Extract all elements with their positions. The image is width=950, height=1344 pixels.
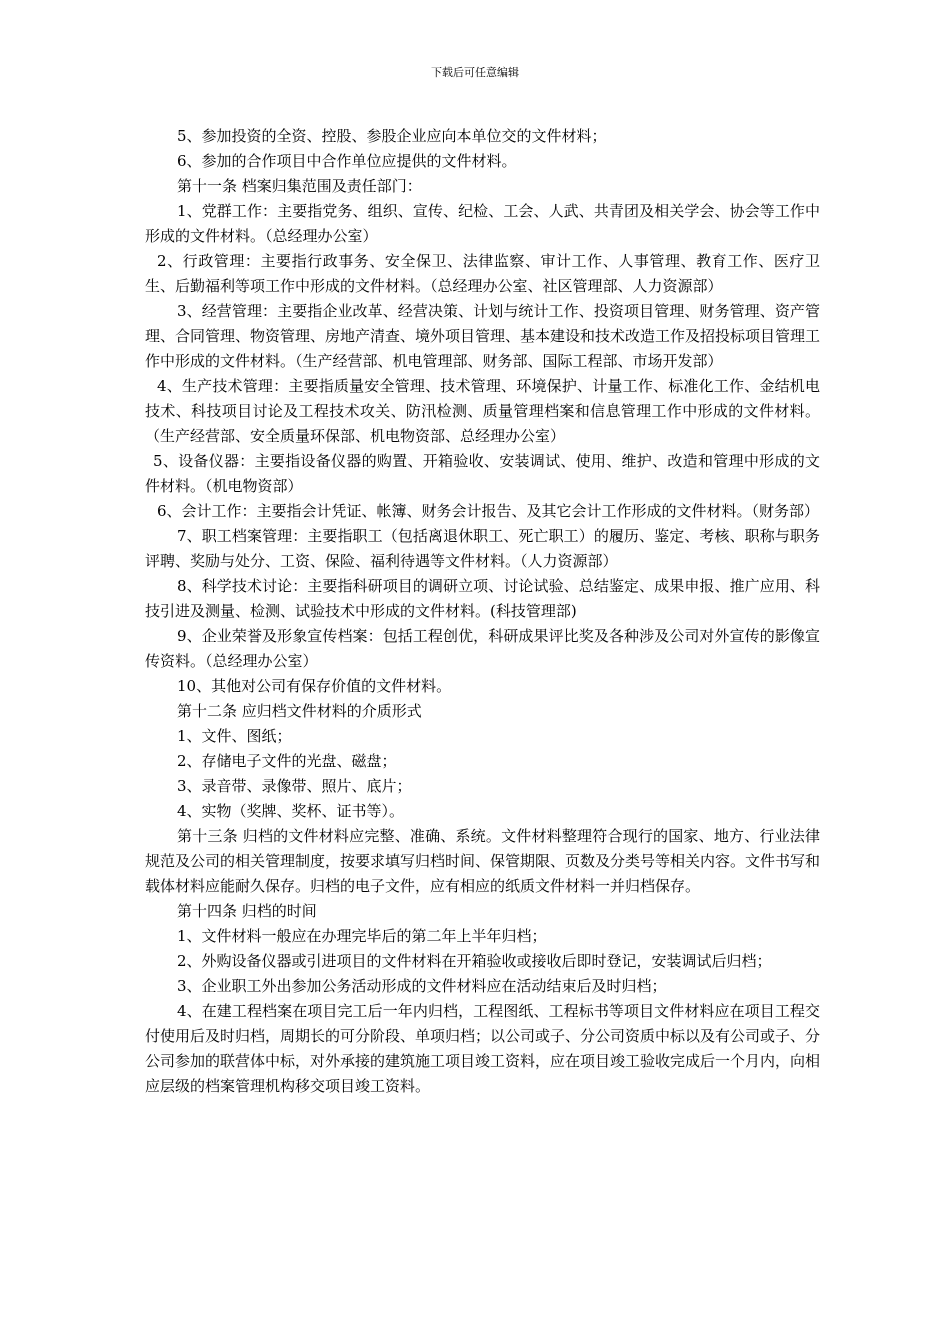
timing-item-4: 4、在建工程档案在项目完工后一年内归档，工程图纸、工程标书等项目文件材料应在项目工程交付使用后及时归档，周期长的可分阶段、单项归档；以公司或子、分公司资质中标以及有公司或子、分公司参加的联营体中标，对外承接的建筑施工项目竣工资料，应在项目竣工验收完成后一个月内，向相应层级的档案管理机构移交项目竣工资料。: [145, 1002, 821, 1095]
timing-item-1: 1、文件材料一般应在办理完毕后的第二年上半年归档；: [177, 927, 547, 945]
article-11-heading: 第十一条 档案归集范围及责任部门：: [177, 177, 422, 195]
paragraph-science-technology: 8、科学技术讨论：主要指科研项目的调研立项、讨论试验、总结鉴定、成果申报、推广应用、科技引进及测量、检测、试验技术中形成的文件材料。(科技管理部): [145, 577, 820, 620]
paragraph-production-technology: 4、生产技术管理：主要指质量安全管理、技术管理、环境保护、计量工作、标准化工作、金结机电技术、科技项目讨论及工程技术攻关、防汛检测、质量管理档案和信息管理工作中形成的文件材料。（生产经营部、安全质量环保部、机电物资部、总经理办公室）: [145, 377, 820, 445]
paragraph-other-materials: 10、其他对公司有保存价值的文件材料。: [177, 677, 452, 695]
article-14-heading: 第十四条 归档的时间: [177, 902, 317, 920]
media-item-3: 3、录音带、录像带、照片、底片；: [177, 777, 412, 795]
paragraph-2: 6、参加的合作项目中合作单位应提供的文件材料。: [177, 152, 517, 170]
article-12-heading: 第十二条 应归档文件材料的介质形式: [177, 702, 422, 720]
paragraph-1: 5、参加投资的全资、控股、参股企业应向本单位交的文件材料；: [177, 127, 607, 145]
page-header: 下载后可任意编辑: [431, 66, 519, 79]
media-item-4: 4、实物（奖牌、奖杯、证书等）。: [177, 802, 405, 820]
article-13: 第十三条 归档的文件材料应完整、准确、系统。文件材料整理符合现行的国家、地方、行业法律规范及公司的相关管理制度，按要求填写归档时间、保管期限、页数及分类号等相关内容。文件书写和载体材料应能耐久保存。归档的电子文件，应有相应的纸质文件材料一并归档保存。: [145, 827, 821, 895]
media-item-1: 1、文件、图纸；: [177, 727, 292, 745]
paragraph-accounting: 6、会计工作：主要指会计凭证、帐簿、财务会计报告、及其它会计工作形成的文件材料。（财务部）: [157, 502, 820, 520]
paragraph-staff-records: 7、职工档案管理：主要指职工（包括离退休职工、死亡职工）的履历、鉴定、考核、职称与职务评聘、奖励与处分、工资、保险、福利待遇等文件材料。（人力资源部）: [145, 527, 820, 570]
paragraph-business-management: 3、经营管理：主要指企业改革、经营决策、计划与统计工作、投资项目管理、财务管理、资产管理、合同管理、物资管理、房地产清查、境外项目管理、基本建设和技术改造工作及招投标项目管理工作中形成的文件材料。（生产经营部、机电管理部、财务部、国际工程部、市场开发部）: [145, 302, 821, 370]
paragraph-party-work: 1、党群工作：主要指党务、组织、宣传、纪检、工会、人武、共青团及相关学会、协会等工作中形成的文件材料。（总经理办公室）: [145, 202, 820, 245]
paragraph-honors-publicity: 9、企业荣誉及形象宣传档案：包括工程创优，科研成果评比奖及各种涉及公司对外宣传的影像宣传资料。（总经理办公室）: [145, 627, 820, 670]
timing-item-2: 2、外购设备仪器或引进项目的文件材料在开箱验收或接收后即时登记，安装调试后归档；: [177, 952, 772, 970]
paragraph-equipment: 5、设备仪器：主要指设备仪器的购置、开箱验收、安装调试、使用、维护、改造和管理中形成的文件材料。（机电物资部）: [145, 452, 820, 495]
media-item-2: 2、存储电子文件的光盘、磁盘；: [177, 752, 397, 770]
paragraph-administration: 2、行政管理：主要指行政事务、安全保卫、法律监察、审计工作、人事管理、教育工作、医疗卫生、后勤福利等项工作中形成的文件材料。（总经理办公室、社区管理部、人力资源部）: [145, 252, 820, 295]
document-body: [145, 124, 820, 1099]
timing-item-3: 3、企业职工外出参加公务活动形成的文件材料应在活动结束后及时归档；: [177, 977, 667, 995]
